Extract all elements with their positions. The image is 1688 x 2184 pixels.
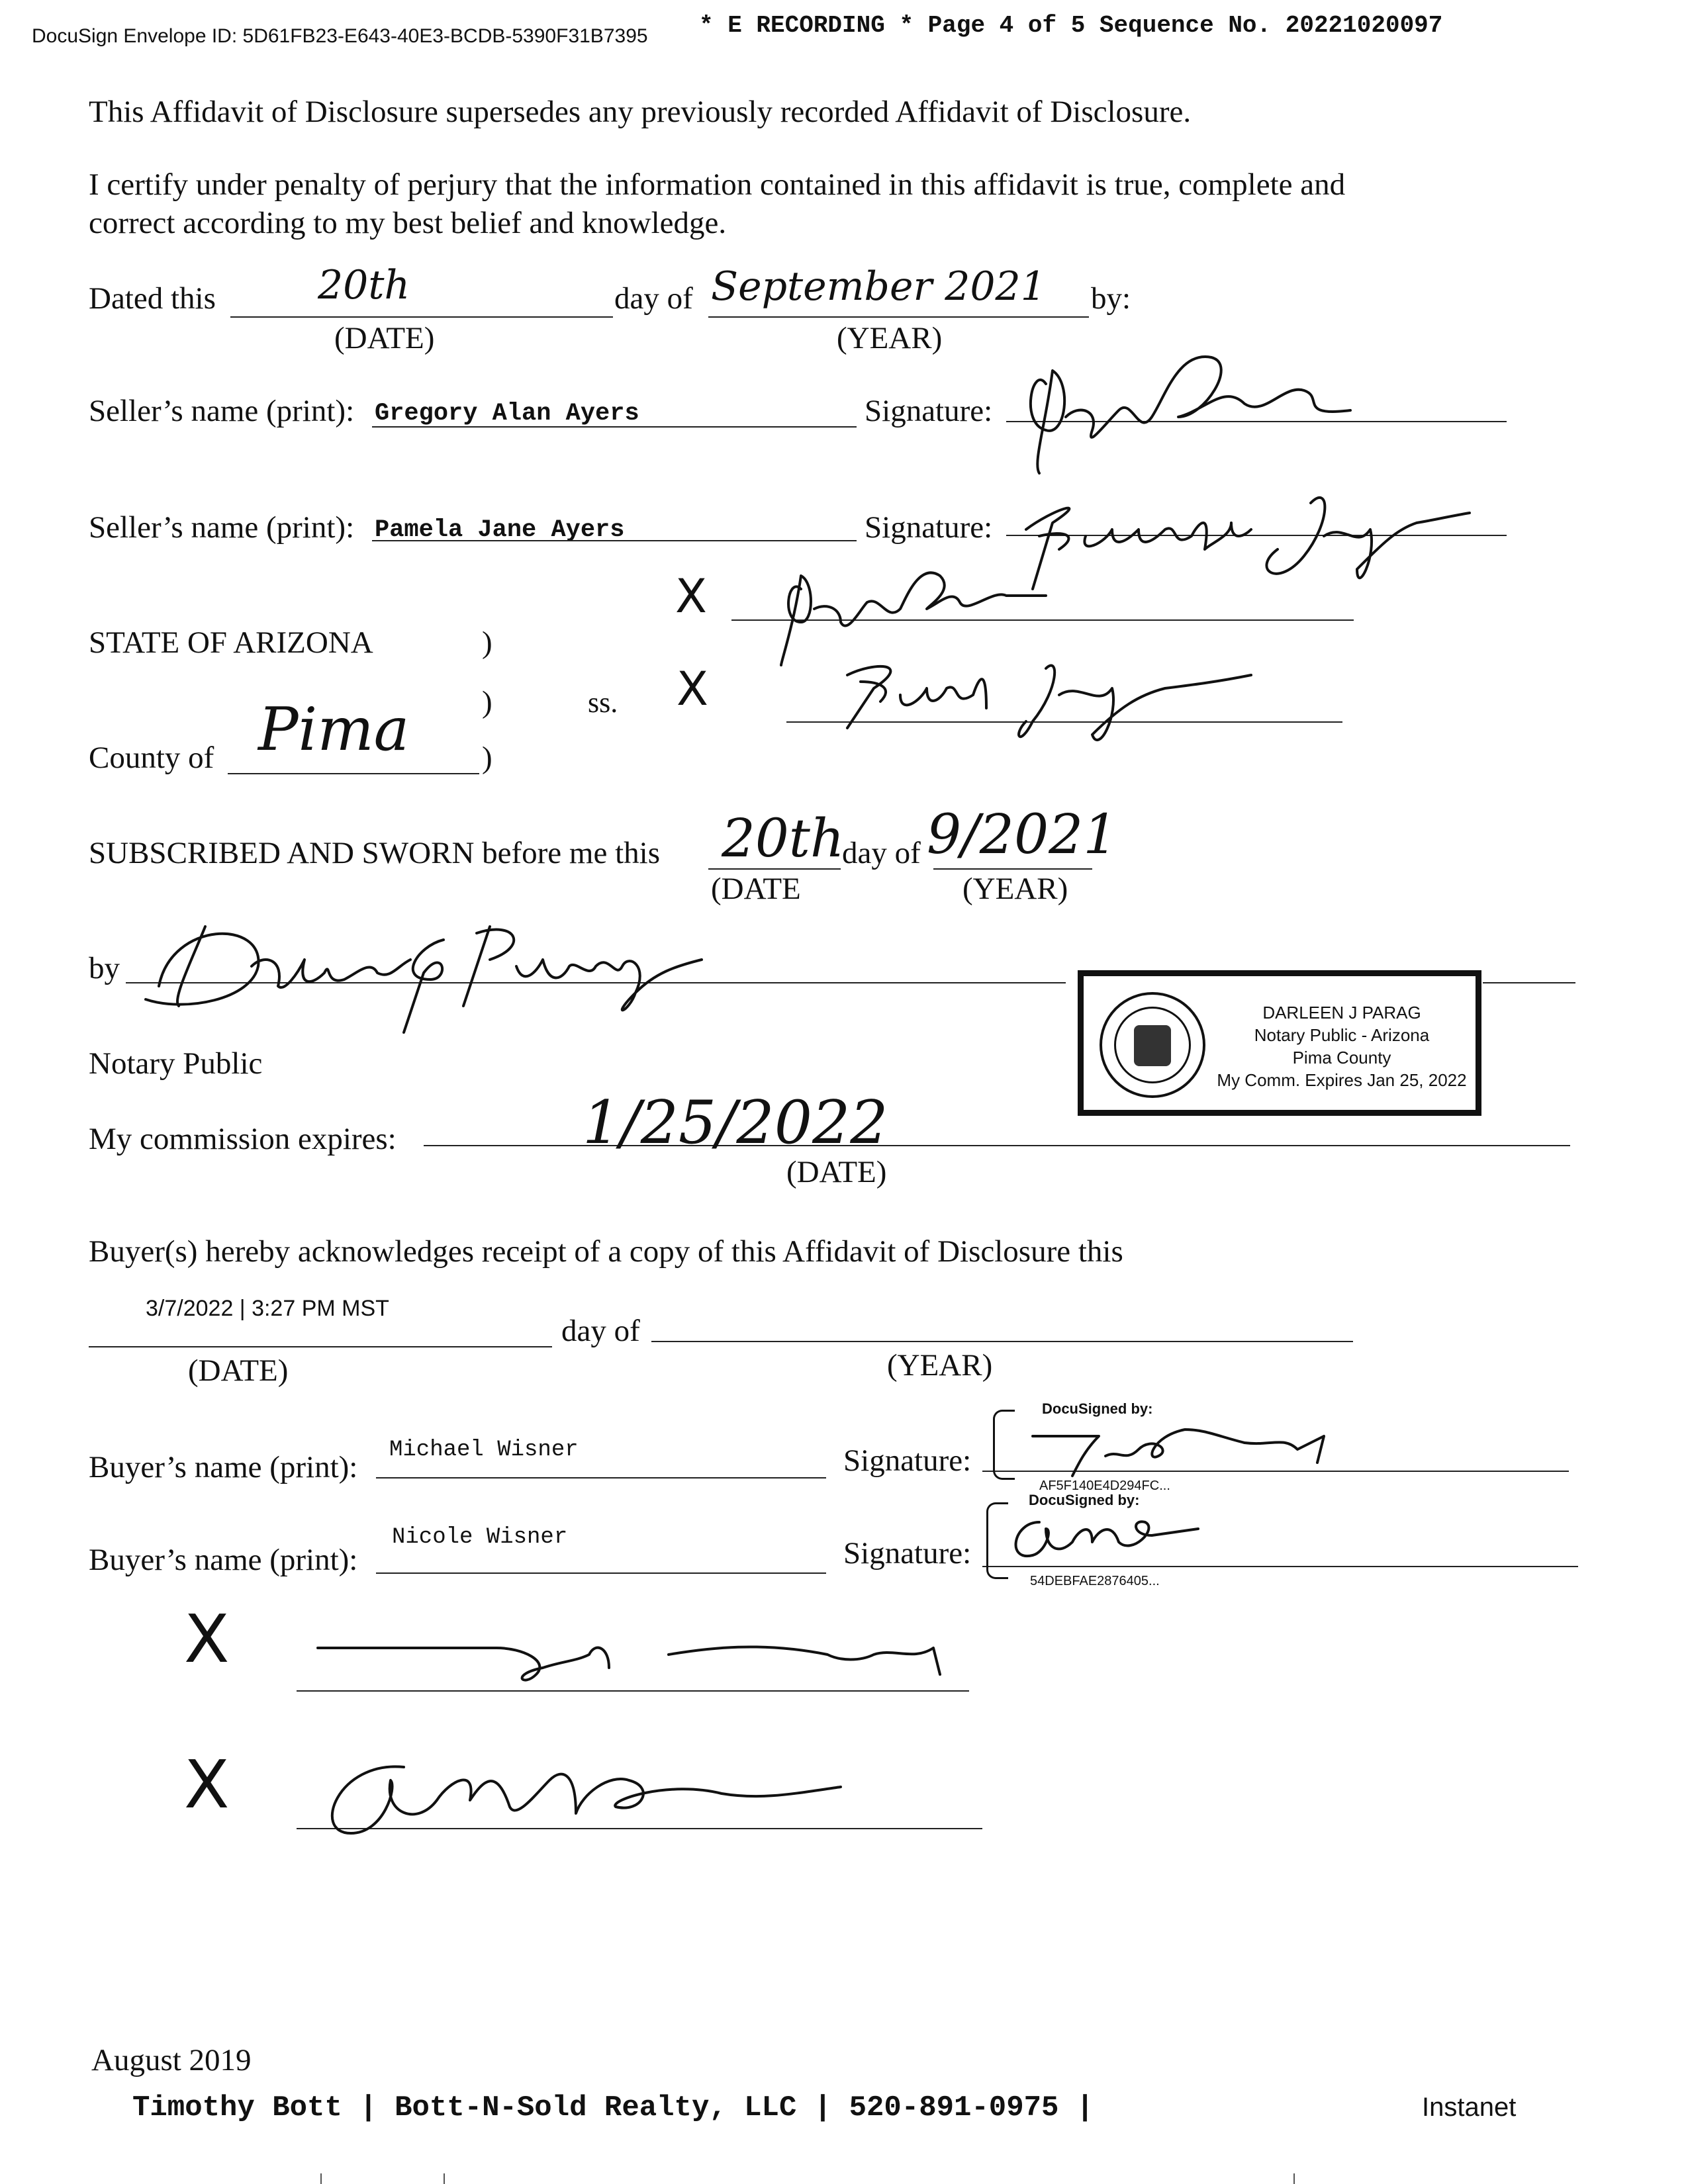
- state-seal-icon: [1100, 992, 1205, 1098]
- buyers-ack-year-line: [651, 1341, 1353, 1342]
- county-label: County of: [89, 741, 214, 775]
- notary-signature: [132, 907, 728, 1039]
- buyers-ack-date-line: [89, 1346, 552, 1347]
- crop-mark-3: [1293, 2173, 1295, 2184]
- x-mark-2: X: [677, 662, 708, 716]
- sworn-prefix: SUBSCRIBED AND SWORN before me this: [89, 836, 660, 870]
- county-paren: ): [482, 741, 492, 775]
- buyers-ack-year-caption: (YEAR): [887, 1348, 993, 1383]
- dated-mid: day of: [614, 281, 693, 316]
- ss-label: ss.: [588, 686, 618, 719]
- buyer1-signature-copy: [298, 1621, 960, 1694]
- seller1-signature: [1006, 344, 1350, 477]
- dated-prefix: Dated this: [89, 281, 216, 316]
- buyer1-name-line: [376, 1477, 826, 1479]
- footer-date: August 2019: [91, 2043, 252, 2077]
- notary-seal-name: DARLEEN J PARAG: [1262, 1003, 1421, 1023]
- buyers-ack-text: Buyer(s) hereby acknowledges receipt of a copy of this Affidavit of Disclosure this: [89, 1234, 1123, 1269]
- state-paren-1: ): [482, 625, 492, 660]
- buyer2-name-line: [376, 1572, 826, 1574]
- state-paren-2: ): [482, 685, 492, 719]
- commission-value: 1/25/2022: [583, 1088, 888, 1158]
- notary-public-label: Notary Public: [89, 1046, 263, 1081]
- dated-day-line: [230, 316, 613, 318]
- crop-mark-2: [444, 2173, 445, 2184]
- seller1-signature-label: Signature:: [865, 394, 993, 428]
- buyer1-signature: [1019, 1410, 1350, 1482]
- notary-seal-county: Pima County: [1292, 1048, 1391, 1068]
- supersedes-text: This Affidavit of Disclosure supersedes any previously recorded Affidavit of Disclosure.: [89, 95, 1192, 129]
- dated-year-caption: (YEAR): [837, 321, 943, 355]
- sworn-year-line: [933, 868, 1092, 870]
- buyer2-name: Nicole Wisner: [392, 1525, 568, 1550]
- certify-text-line2: correct according to my best belief and knowledge.: [89, 206, 727, 240]
- seller1-label: Seller’s name (print):: [89, 394, 355, 428]
- buyer1-name: Michael Wisner: [389, 1437, 579, 1463]
- recording-header: * E RECORDING * Page 4 of 5 Sequence No. 20221020097: [695, 12, 1442, 39]
- sworn-date-caption: (DATE: [711, 872, 801, 906]
- seller2-signature-label: Signature:: [865, 510, 993, 545]
- envelope-id: DocuSign Envelope ID: 5D61FB23-E643-40E3-BCDB-5390F31B7395: [32, 25, 648, 47]
- notary-seal-expires: My Comm. Expires Jan 25, 2022: [1217, 1070, 1467, 1090]
- footer-broker: Timothy Bott | Bott-N-Sold Realty, LLC | 520-891-0975 |: [132, 2091, 1094, 2124]
- dated-month-value: September 2021: [711, 263, 1046, 310]
- dated-month-line: [708, 316, 1089, 318]
- buyers-ack-day-of: day of: [561, 1314, 640, 1348]
- buyer1-label: Buyer’s name (print):: [89, 1450, 358, 1484]
- commission-date-caption: (DATE): [786, 1155, 887, 1189]
- seller1-name: Gregory Alan Ayers: [375, 400, 639, 428]
- x-mark-3: X: [184, 1600, 230, 1678]
- buyer2-signature-label: Signature:: [843, 1536, 972, 1570]
- dated-day-value: 20th: [318, 262, 410, 308]
- buyer1-signature-label: Signature:: [843, 1443, 972, 1478]
- certify-text-line1: I certify under penalty of perjury that the information contained in this affidavit is true, complete and: [89, 167, 1346, 202]
- buyer2-signature-copy: [298, 1741, 861, 1846]
- sworn-mid: day of: [842, 836, 921, 870]
- county-value: Pima: [258, 695, 410, 764]
- buyer2-label: Buyer’s name (print):: [89, 1543, 358, 1577]
- buyer2-signature-id: 54DEBFAE2876405...: [1030, 1574, 1160, 1588]
- by-label: by: [89, 951, 120, 985]
- seller2-name: Pamela Jane Ayers: [375, 516, 625, 544]
- buyers-ack-stamp: 3/7/2022 | 3:27 PM MST: [146, 1296, 389, 1321]
- x-mark-4: X: [184, 1746, 230, 1823]
- county-line: [228, 773, 479, 774]
- x-mark-1: X: [675, 569, 707, 623]
- notary-seal-title: Notary Public - Arizona: [1254, 1025, 1430, 1045]
- seller2-signature-copy: [821, 649, 1297, 768]
- notary-signature-line-end: [1483, 982, 1575, 983]
- buyer1-docusign-bracket: [993, 1410, 1015, 1480]
- sworn-day-value: 20th: [722, 807, 845, 869]
- dated-date-caption: (DATE): [334, 321, 435, 355]
- buyer2-docusigned-label: DocuSigned by:: [1029, 1492, 1140, 1508]
- footer-instanet-logo: Instanet: [1422, 2093, 1517, 2122]
- buyer1-docusigned-label: DocuSigned by:: [1042, 1400, 1153, 1417]
- buyers-ack-date-caption: (DATE): [188, 1353, 289, 1388]
- seller2-signature: [1013, 483, 1476, 602]
- dated-suffix: by:: [1091, 281, 1131, 316]
- notary-seal: [1078, 970, 1481, 1116]
- buyer2-signature: [1000, 1502, 1211, 1575]
- commission-label: My commission expires:: [89, 1122, 397, 1156]
- sworn-year-value: 9/2021: [927, 803, 1118, 866]
- buyer1-signature-id: AF5F140E4D294FC...: [1039, 1479, 1170, 1493]
- crop-mark-1: [320, 2173, 322, 2184]
- seller2-name-line: [372, 540, 857, 541]
- state-label: STATE OF ARIZONA: [89, 625, 373, 660]
- sworn-year-caption: (YEAR): [962, 872, 1068, 906]
- seller2-label: Seller’s name (print):: [89, 510, 355, 545]
- seller1-name-line: [372, 426, 857, 428]
